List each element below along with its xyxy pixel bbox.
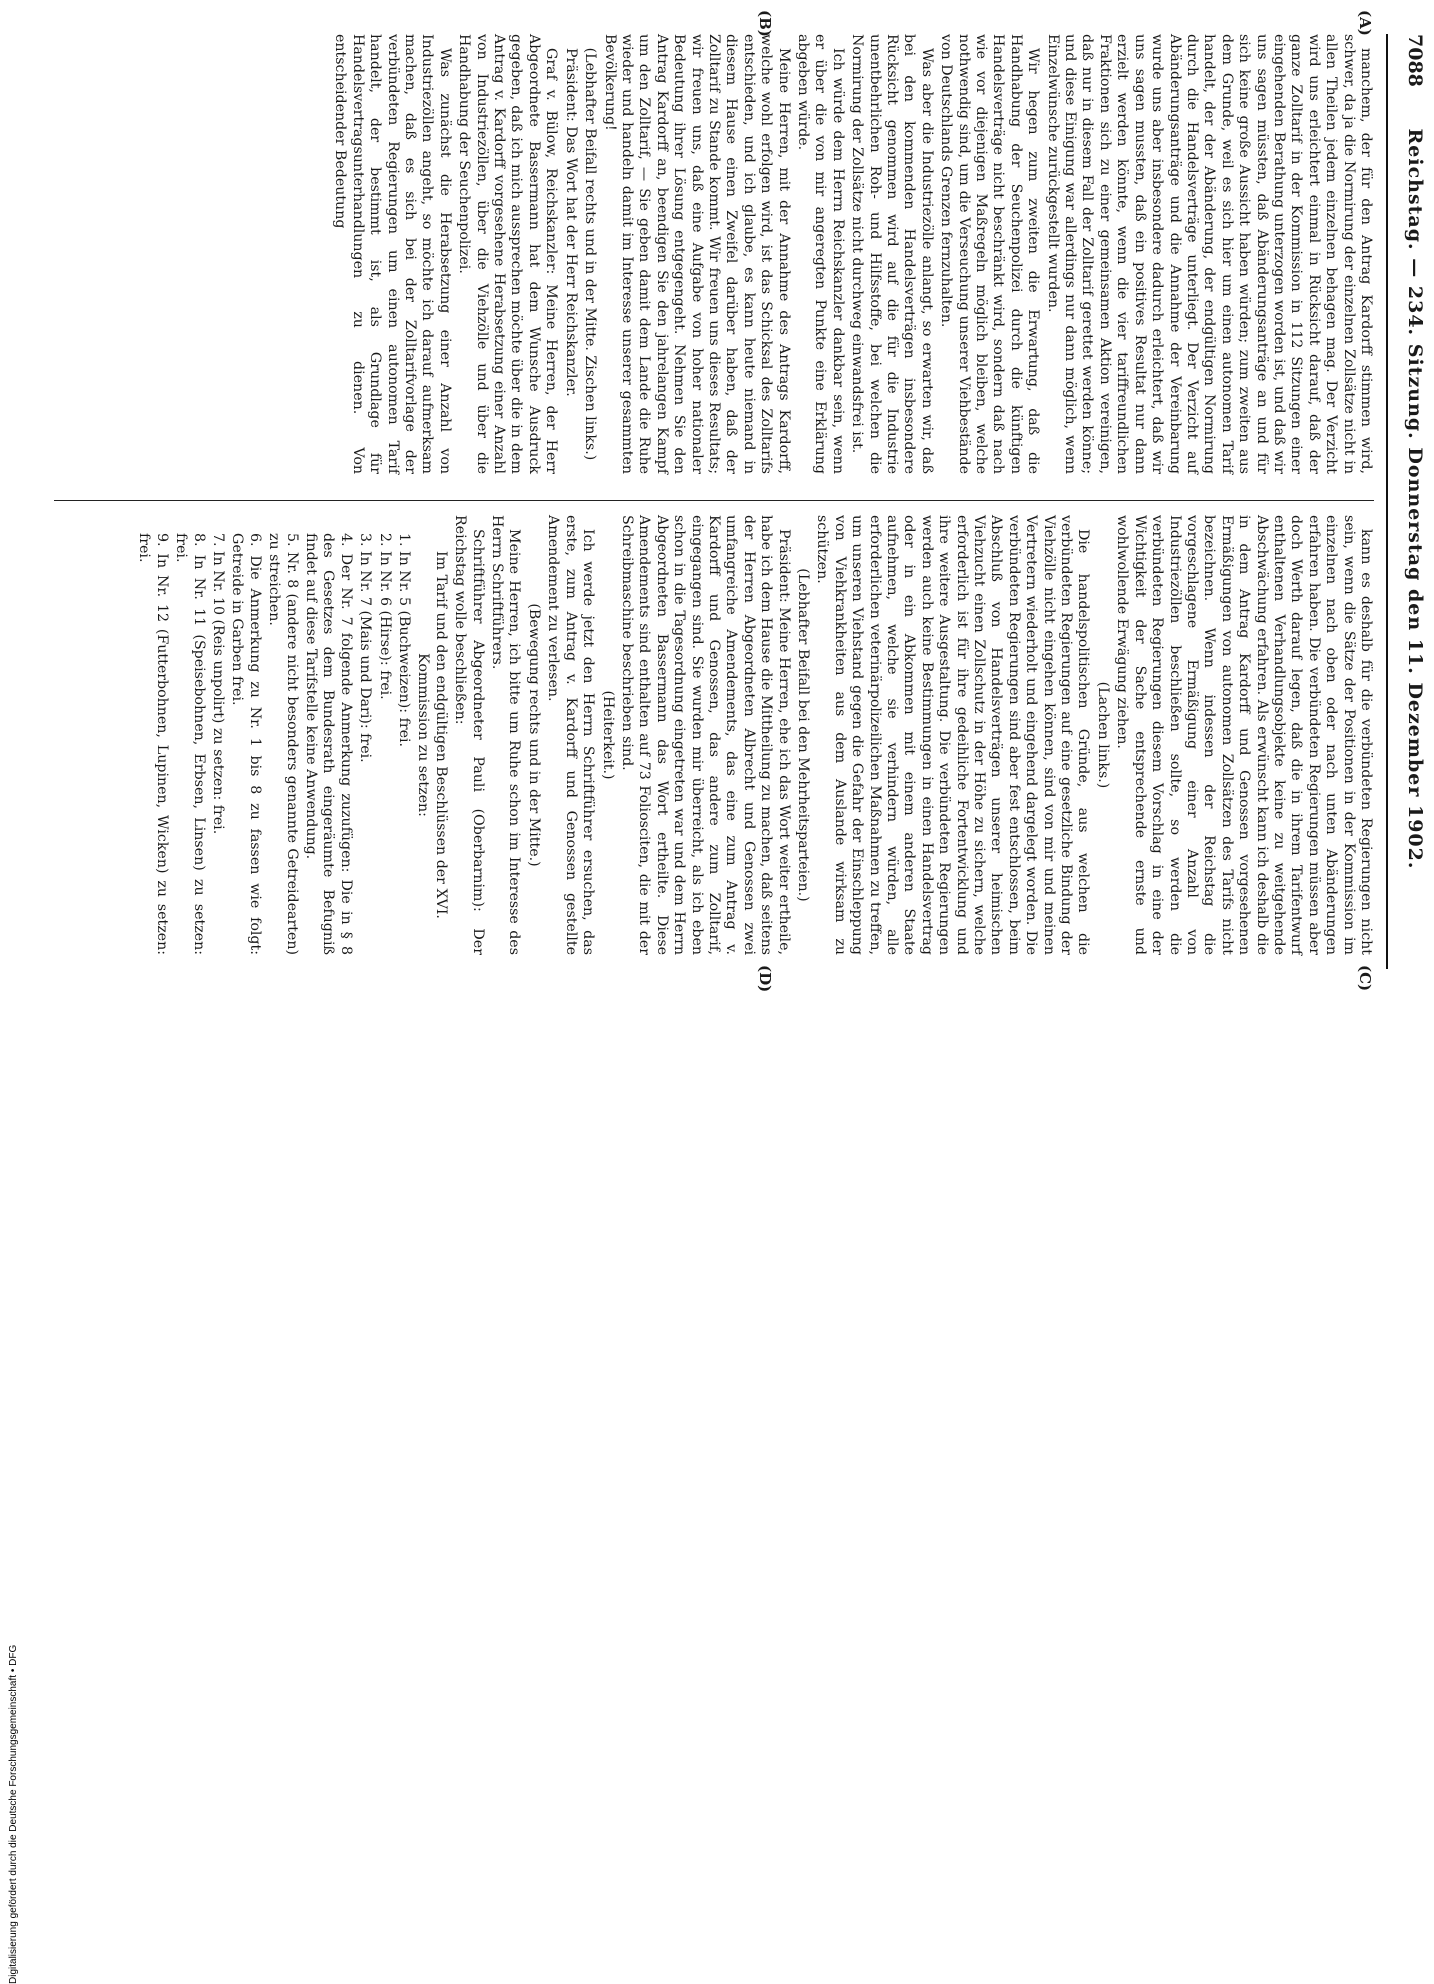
page-header bbox=[1392, 34, 1426, 964]
footer-text: Digitalisierung gefördert durch die Deutsche Forschungsgemeinschaft • DFG bbox=[8, 1644, 19, 1984]
paragraph: Die handelspolitischen Gründe, aus welchen die verbündeten Regierungen auf eine gesetzliche Bindung der Viehzölle nicht eingehen können, sind von mir und meinen Vertretern wiederholt und eingehend dargelegt worden. Die verbündeten Regierungen sind aber fest entschlossen, beim Abschluß von Handelsverträgen unserer heimischen Viehzucht einen Zollschutz in der Höhe zu sichern, welche erforderlich ist für ihre gedeihliche Fortentwicklung und ihre weitere Ausgestaltung. Die verbündeten Regierungen werden auch keine Bestimmungen in einen Handelsvertrag oder in ein Abkommen mit einem anderen Staate aufnehmen, welche sie verhindern würden, alle erforderlichen veterinärpolizeilichen Maßnahmen zu treffen, um unseren Viehstand gegen die Gefahr der Einschleppung von Viehkrankheiten aus dem Auslande wirksam zu schützen. bbox=[814, 515, 1092, 955]
header-rule bbox=[1386, 34, 1388, 969]
stage-direction: (Heiterkeit.) bbox=[599, 690, 616, 780]
paragraph: kann es deshalb für die verbündeten Regierungen nicht sein, wenn die Sätze der Positionen in der Kommission im einzelnen nach oben oder nach unten Abänderungen erfahren haben. Die verbündeten Regierungen müssen aber doch Werth darauf legen, daß die in ihrem Tarifentwurf enthaltenen Verhandlungsobjekte keine zu weitgehende Abschwächung erfahren. Als erwünscht kann ich deshalb die in dem Antrag Kardorff und Genossen vorgesehenen Ermäßigungen von autonomen Zollsätzen des Tarifs nicht bezeichnen. Wenn indessen der Reichstag die vorgeschlagene Ermäßigung einer Anzahl von Industriezöllen beschließen sollte, so werden die verbündeten Regierungen diesem Vorschlag in eine der Wichtigkeit der Sache entsprechende ernste und wohlwollende Erwägung ziehen. bbox=[1114, 515, 1374, 955]
paragraph: Präsident: Meine Herren, ehe ich das Wort weiter ertheile, habe ich dem Hause die Mittheilung zu machen, daß seitens der Herren Abgeordneten Albrecht und Genossen zwei umfangreiche Amendements, das eine zum Antrag v. Kardorff und Genossen, das andere zum Zolltarif, eingegangen sind. Sie wurden mir überreicht, als ich eben schon in die Tagesordnung eingetreten war und dem Herrn Abgeordneten Bassermann das Wort ertheilte. Diese Amendements sind enthalten auf 73 Foliosciten, die mit der Schreibmaschine beschrieben sind. bbox=[618, 515, 792, 955]
paragraph: Graf v. Bülow, Reichskanzler: Meine Herren, der Herr Abgeordnete Bassermann hat dem Wunsche Ausdruck gegeben, daß ich mich aussprechen möchte über die in dem Antrag v. Kardorff vorgesehene Herabsetzung einer Anzahl von Industriezöllen, über die Viehzölle und über die Handhabung der Seuchenpolizei. bbox=[456, 34, 560, 474]
paragraph: Meine Herren, mit der Annahme des Antrags Kardorff, welche wohl erfolgen wird, ist das Schicksal des Zolltarifs entschieden, und ich glaube, es kann heute niemand in diesem Hause einen Zweifel darüber haben, daß der Zolltarif zu Stande kommt. Wir freuen uns dieses Resultats; wir freuen uns, daß eine Aufgabe von hoher nationaler Bedeutung ihrer Lösung entgegengeht. Nehmen Sie den Antrag Kardorff an, beendigen Sie den jahrelangen Kampf um den Zolltarif, — Sie geben damit dem Lande die Ruhe wieder und handeln damit im Interesse unserer gesammten Bevölkerung! bbox=[601, 34, 792, 474]
list-item: 6. Die Anmerkung zu Nr. 1 bis 8 zu fassen wie folgt: Getreide in Garben frei. bbox=[229, 533, 263, 955]
list-item: 1. In Nr. 5 (Buchweizen): frei. bbox=[396, 533, 413, 748]
list-item: 8. In Nr. 11 (Speisebohnen, Erbsen, Linsen) zu setzen: frei. bbox=[173, 533, 207, 955]
stage-direction: (Bewegung rechts und in der Mitte.) bbox=[525, 603, 542, 867]
rotated-newspaper-page bbox=[24, 10, 1434, 993]
paragraph: Was zunächst die Herabsetzung einer Anzahl von Industriezöllen angeht, so möchte ich darauf aufmerksam machen, daß es sich bei der Zolltarifvorlage der verbündeten Regierungen um einen autonomen Tarif handelt, der bestimmt ist, als Grundlage für Handelsvertragsunterhandlungen zu dienen. Von entscheidender Bedeutung bbox=[332, 34, 453, 474]
margin-marker-b: (B) bbox=[756, 10, 774, 37]
running-title: Reichstag. — 234. Sitzung. Donnerstag den 11. Dezember 1902. bbox=[1404, 128, 1426, 870]
list-item: 3. In Nr. 7 (Mais und Dari): frei. bbox=[357, 533, 374, 763]
paragraph: Präsident: Das Wort hat der Herr Reichskanzler. bbox=[562, 48, 579, 397]
paragraph: Meine Herren, ich bitte um Ruhe schon im Interesse des Herrn Schriftführers. bbox=[489, 515, 523, 955]
list-item: 9. In Nr. 12 (Futterbohnen, Lupinen, Wicken) zu setzen: frei. bbox=[136, 533, 170, 955]
margin-marker-a: (A) bbox=[1356, 10, 1374, 36]
margin-marker-d: (D) bbox=[756, 965, 774, 993]
paragraph: manchem, der für den Antrag Kardorff stimmen wird, schwer, da ja die Normirung der einzelnen Zollsätze nicht in allen Theilen jedem einzelnen behagen mag. Der Verzicht wird uns erleichtert einmal in Rücksicht darauf, daß der ganze Zolltarif in der Kommission in 112 Sitzungen einer eingehenden Berathung unterzogen worden ist, und daß wir uns sagen müssten, daß Abänderungsanträge an und für sich keine große Aussicht haben würden; zum zweiten aus dem Grunde, weil es sich hier um einen autonomen Tarif handelt, der der Abänderung, der endgültigen Normirung durch die Handelsverträge unterliegt. Der Verzicht auf Abänderungsanträge und die Annahme der Vereinbarung wurde uns aber insbesondere dadurch erleichtert, daß wir uns sagen mussten, daß ein positives Resultat nur dann erzielt werden könnte, wenn die vier tariffreundlichen Fraktionen sich zu einer gemeinsamen Aktion vereinigen, daß nur in diesem Fall der Zolltarif gerettet werden könne; und diese Einigung war allerdings nur dann möglich, wenn Einzelwünsche zurückgestellt wurden. bbox=[1044, 34, 1374, 474]
margin-marker-c: (C) bbox=[1356, 965, 1374, 992]
list-item: 5. Nr. 8 (andere nicht besonders genannte Getreidearten) zu streichen. bbox=[266, 533, 300, 955]
stage-direction: (Lebhafter Beifall bei den Mehrheitsparteien.) bbox=[795, 568, 811, 902]
paragraph: Was aber die Industriezölle anlangt, so erwarten wir, daß bei den kommenden Handelsverträgen insbesondere Rücksicht genommen wird auf die für die Industrie unentbehrlichen Roh- und Hilfsstoffe, bei welchen die Normirung der Zollsätze nicht durchweg einwandsfrei ist. bbox=[849, 34, 935, 474]
paragraph: Wir hegen zum zweiten die Erwartung, daß die Handhabung der Seuchenpolizei durch die künftigen Handelsverträge nicht beschränkt wird, sondern daß nach wie vor diejenigen Maßregeln möglich bleiben, welche nothwendig sind, um die Verseuchung unserer Viehbestände von Deutschlands Grenzen fernzuhalten. bbox=[938, 34, 1042, 474]
left-column bbox=[104, 34, 1374, 474]
paragraph: Im Tarif und den endgültigen Beschlüssen der XVI. Kommission zu setzen: bbox=[415, 551, 449, 919]
stage-direction: (Lebhafter Beifall rechts und in der Mitte. Zischen links.) bbox=[582, 47, 599, 461]
paragraph: Ich würde dem Herrn Reichskanzler dankbar sein, wenn er über die von mir angeregten Punkte eine Erklärung abgeben würde. bbox=[795, 34, 846, 474]
list-item: 4. Der Nr. 7 folgende Anmerkung zuzufügen: Die in § 8 des Gesetzes dem Bundesrath eingeräumte Befugniß findet auf diese Tarifstelle keine Anwendung. bbox=[303, 533, 354, 955]
list-item: 7. In Nr. 10 (Reis unpolirt) zu setzen: frei. bbox=[210, 533, 226, 835]
stage-direction: (Lachen links.) bbox=[1094, 681, 1111, 789]
column-divider bbox=[54, 500, 1374, 501]
right-column bbox=[64, 515, 1374, 955]
paragraph: Ich werde jetzt den Herrn Schriftführer ersuchen, das erste, zum Antrag v. Kardorff und Genossen gestellte Amendement zu verlesen. bbox=[545, 515, 597, 955]
digitization-footer bbox=[8, 984, 22, 1984]
paragraph: Schriftführer Abgeordneter Pauli (Oberbarnim): Der Reichstag wolle beschließen: bbox=[452, 515, 486, 955]
list-item: 2. In Nr. 6 (Hirse): frei. bbox=[376, 533, 393, 700]
page-number: 7088 bbox=[1404, 34, 1426, 87]
